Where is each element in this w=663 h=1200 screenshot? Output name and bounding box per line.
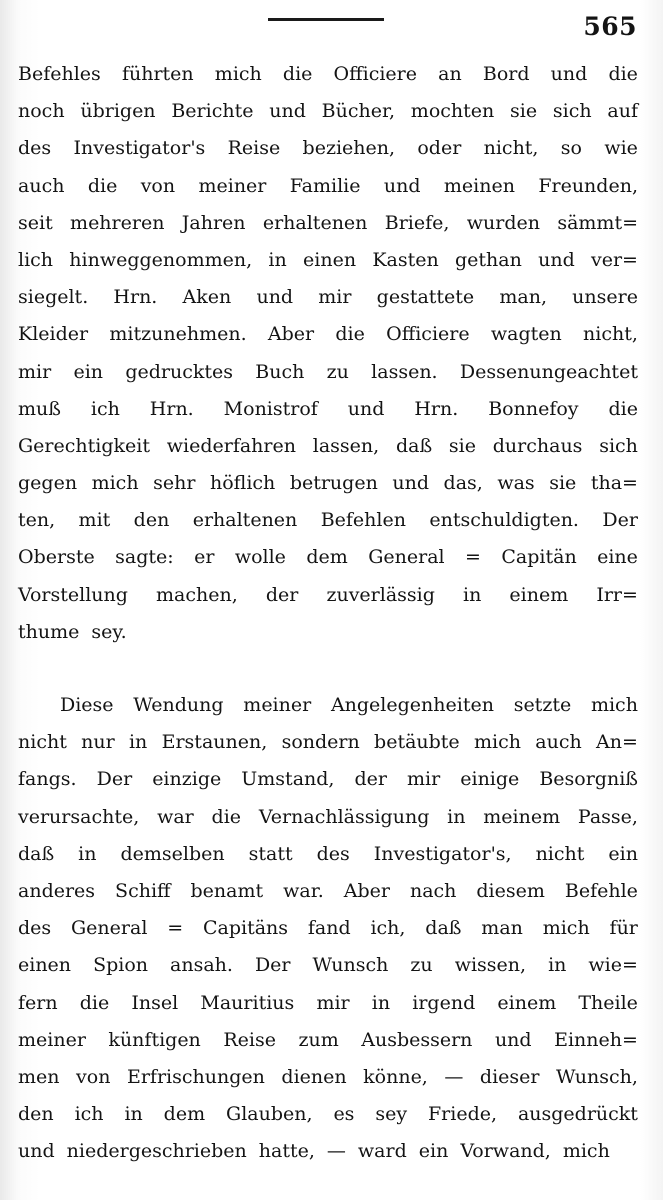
word: beziehen, bbox=[302, 137, 396, 160]
word: die bbox=[335, 323, 365, 346]
word: gedrucktes bbox=[125, 360, 233, 383]
text-line bbox=[18, 1022, 638, 1059]
word: Wendung bbox=[133, 694, 224, 716]
word: war. bbox=[283, 879, 324, 902]
word: einen bbox=[18, 954, 72, 977]
word: des bbox=[316, 842, 350, 865]
word: hatte, bbox=[258, 1140, 315, 1163]
text-line bbox=[18, 279, 638, 316]
word: men bbox=[18, 1065, 60, 1088]
text-line bbox=[18, 985, 638, 1022]
word: demselben bbox=[120, 842, 225, 865]
word: gethan bbox=[454, 248, 522, 271]
word: machen, bbox=[156, 583, 238, 606]
word: der bbox=[265, 583, 299, 606]
word: Freunden, bbox=[538, 174, 638, 197]
word: erhaltenen bbox=[262, 211, 368, 234]
word: er bbox=[194, 546, 215, 569]
word: Investigator's, bbox=[373, 842, 512, 865]
word: in bbox=[78, 842, 97, 865]
word: künftigen bbox=[108, 1028, 201, 1051]
word: Kleider bbox=[18, 323, 89, 346]
word: oder bbox=[417, 137, 462, 160]
word: sey. bbox=[91, 620, 127, 643]
word: Bord bbox=[482, 63, 530, 85]
word: wie bbox=[604, 137, 638, 160]
word: durchaus bbox=[492, 434, 583, 457]
word: und bbox=[494, 1028, 532, 1051]
word: wiederfahren bbox=[166, 434, 296, 457]
word: Jahren bbox=[181, 211, 246, 234]
paragraph bbox=[18, 56, 638, 651]
word: hinweggenommen, bbox=[69, 248, 253, 271]
word: die bbox=[79, 991, 110, 1014]
word: meinen bbox=[443, 174, 515, 197]
word: dienen bbox=[281, 1065, 347, 1088]
word: die bbox=[282, 63, 313, 85]
word: seit bbox=[18, 211, 53, 234]
word: fand bbox=[307, 917, 351, 940]
word: Officiere bbox=[386, 323, 470, 346]
text-line bbox=[18, 205, 638, 242]
page-number: 565 bbox=[583, 12, 637, 41]
word: des bbox=[18, 917, 52, 940]
text-line bbox=[18, 428, 638, 465]
word: das, bbox=[443, 472, 483, 495]
text-line bbox=[18, 724, 638, 761]
text-line bbox=[18, 465, 638, 502]
word: mitzunehmen. bbox=[109, 323, 247, 346]
word: in bbox=[463, 583, 482, 606]
word: des bbox=[18, 137, 52, 160]
text-line bbox=[18, 130, 638, 167]
text-line bbox=[18, 1096, 638, 1133]
word: betrugen bbox=[289, 472, 378, 495]
word: Erfrischungen bbox=[126, 1065, 265, 1088]
word: Aber bbox=[343, 879, 390, 902]
word: sey bbox=[375, 1103, 408, 1126]
word: — bbox=[444, 1065, 464, 1088]
word: auf bbox=[607, 100, 638, 123]
word: meiner bbox=[243, 694, 312, 716]
word: dem bbox=[306, 546, 348, 569]
text-line bbox=[18, 614, 638, 651]
word: erhaltenen bbox=[192, 509, 298, 532]
text-line bbox=[18, 873, 638, 910]
word: so bbox=[560, 137, 582, 160]
word: meiner bbox=[18, 1028, 86, 1051]
word: muß bbox=[18, 397, 61, 420]
word: und bbox=[347, 397, 385, 420]
word: Passe, bbox=[577, 805, 638, 828]
header-rule bbox=[268, 18, 384, 21]
word: und bbox=[256, 286, 294, 309]
text-line bbox=[18, 687, 638, 724]
word: mit bbox=[78, 509, 111, 532]
word: ansah. bbox=[170, 954, 233, 977]
word: von bbox=[140, 174, 176, 197]
word: mich bbox=[91, 472, 139, 495]
word: auch bbox=[535, 731, 582, 754]
text-line bbox=[18, 93, 638, 130]
word: ver= bbox=[591, 248, 638, 271]
text-line bbox=[18, 1133, 638, 1170]
word: Bonnefoy bbox=[488, 397, 579, 420]
word: tha= bbox=[590, 472, 638, 495]
word: Kasten bbox=[372, 248, 439, 271]
paragraph bbox=[18, 687, 638, 1170]
text-line bbox=[18, 799, 638, 836]
word: Besorgniß bbox=[539, 768, 638, 791]
word: Schiff bbox=[115, 879, 171, 902]
word: für bbox=[609, 917, 638, 940]
text-line bbox=[18, 761, 638, 798]
text-line bbox=[18, 910, 638, 947]
word: sagte: bbox=[115, 546, 174, 569]
word: Capitän bbox=[501, 546, 577, 569]
word: einem bbox=[497, 991, 557, 1014]
word: wie= bbox=[588, 954, 638, 977]
word: setzte bbox=[513, 694, 572, 716]
word: daß bbox=[425, 917, 462, 940]
word: An= bbox=[596, 731, 638, 754]
body-text bbox=[18, 56, 638, 1170]
word: Capitäns bbox=[202, 917, 289, 940]
word: Gerechtigkeit bbox=[18, 434, 150, 457]
word: übrigen bbox=[80, 100, 156, 123]
word: Der bbox=[96, 768, 133, 791]
word: General bbox=[71, 917, 148, 940]
word: und bbox=[18, 1140, 55, 1163]
word: ich bbox=[90, 397, 120, 420]
word: nicht bbox=[18, 731, 67, 754]
word: sie bbox=[448, 434, 476, 457]
word: noch bbox=[18, 100, 65, 123]
word: benamt bbox=[190, 879, 264, 902]
word: und bbox=[392, 472, 429, 495]
text-line bbox=[18, 242, 638, 279]
word: ten, bbox=[18, 509, 56, 532]
word: den bbox=[18, 1103, 54, 1126]
word: mochten bbox=[410, 100, 495, 123]
word: Vorwand, bbox=[460, 1140, 551, 1163]
word: man bbox=[481, 917, 523, 940]
word: Officiere bbox=[333, 63, 417, 85]
word: Hrn. bbox=[113, 286, 158, 309]
word: an bbox=[438, 63, 462, 85]
word: betäubte bbox=[374, 731, 460, 754]
word: fangs. bbox=[18, 768, 77, 791]
word: daß bbox=[18, 842, 55, 865]
word: Vernachlässigung bbox=[258, 805, 430, 828]
word: war bbox=[157, 805, 194, 828]
word: gegen bbox=[18, 472, 78, 495]
text-line bbox=[18, 947, 638, 984]
word: zuverlässig bbox=[326, 583, 435, 606]
word: in bbox=[447, 805, 466, 828]
word: Einneh= bbox=[554, 1028, 638, 1051]
word: General bbox=[368, 546, 445, 569]
text-line bbox=[18, 391, 638, 428]
word: Wunsch, bbox=[556, 1065, 638, 1088]
word: einzige bbox=[152, 768, 222, 791]
word: man, bbox=[499, 286, 547, 309]
word: mehreren bbox=[70, 211, 165, 234]
word: zu bbox=[410, 954, 433, 977]
word: Vorstellung bbox=[18, 583, 128, 606]
word: = bbox=[167, 917, 184, 940]
word: Aken bbox=[182, 286, 232, 309]
word: Friede, bbox=[427, 1103, 498, 1126]
word: Berichte bbox=[171, 100, 254, 123]
word: sie bbox=[549, 472, 577, 495]
word: lich bbox=[18, 248, 54, 271]
word: Befehle bbox=[564, 879, 638, 902]
word: Umstand, bbox=[241, 768, 335, 791]
word: dieser bbox=[479, 1065, 540, 1088]
text-line bbox=[18, 354, 638, 391]
word: der bbox=[354, 768, 387, 791]
word: nicht, bbox=[583, 323, 638, 346]
word: es bbox=[333, 1103, 355, 1126]
word: nicht bbox=[535, 842, 585, 865]
word: wolle bbox=[234, 546, 286, 569]
word: sehr bbox=[153, 472, 196, 495]
word: Spion bbox=[93, 954, 148, 977]
word: lassen. bbox=[371, 360, 438, 383]
word: mir bbox=[318, 286, 352, 309]
word: mich bbox=[590, 694, 638, 716]
word: lassen, bbox=[312, 434, 380, 457]
word: sämmt= bbox=[557, 211, 638, 234]
word: Glauben, bbox=[226, 1103, 313, 1126]
word: Briefe, bbox=[384, 211, 450, 234]
word: und bbox=[550, 63, 588, 85]
word: führten bbox=[121, 63, 194, 85]
word: auch bbox=[18, 174, 65, 197]
word: höflich bbox=[209, 472, 276, 495]
word: — bbox=[326, 1140, 346, 1163]
word: Angelegenheiten bbox=[330, 694, 494, 716]
word: wurden bbox=[466, 211, 540, 234]
word: unsere bbox=[572, 286, 638, 309]
word: Der bbox=[254, 954, 291, 977]
word: Insel bbox=[131, 991, 179, 1014]
word: Monistrof bbox=[223, 397, 318, 420]
word: was bbox=[497, 472, 535, 495]
word: ich bbox=[74, 1103, 104, 1126]
word: wagten bbox=[490, 323, 562, 346]
word: von bbox=[76, 1065, 111, 1088]
word: verursachte, bbox=[18, 805, 140, 828]
word: in bbox=[548, 954, 567, 977]
word: Buch bbox=[255, 360, 305, 383]
word: Investigator's bbox=[73, 137, 206, 160]
word: zum bbox=[298, 1028, 339, 1051]
word: Bücher, bbox=[321, 100, 396, 123]
word: eine bbox=[597, 546, 638, 569]
word: diesem bbox=[476, 879, 545, 902]
word: könne, bbox=[363, 1065, 428, 1088]
text-line bbox=[18, 502, 638, 539]
word: und bbox=[538, 248, 575, 271]
word: ich, bbox=[370, 917, 406, 940]
text-line bbox=[18, 316, 638, 353]
word: Befehles bbox=[18, 63, 101, 85]
word: entschuldigten. bbox=[429, 509, 579, 532]
word: Befehlen bbox=[320, 509, 406, 532]
word: mich bbox=[562, 1140, 610, 1163]
word: ein bbox=[608, 842, 638, 865]
word: thume bbox=[18, 620, 80, 643]
word: ein bbox=[73, 360, 104, 383]
word: mir bbox=[407, 768, 441, 791]
word: nur bbox=[81, 731, 115, 754]
word: die bbox=[87, 174, 118, 197]
word: mich bbox=[542, 917, 590, 940]
word: und bbox=[383, 174, 421, 197]
word: die bbox=[211, 805, 242, 828]
word: ward bbox=[357, 1140, 407, 1163]
word: einen bbox=[303, 248, 357, 271]
word: nicht, bbox=[483, 137, 539, 160]
word: ausgedrückt bbox=[517, 1103, 638, 1126]
text-line bbox=[18, 1059, 638, 1096]
word: mich bbox=[473, 731, 521, 754]
word: dem bbox=[163, 1103, 206, 1126]
word: irgend bbox=[412, 991, 476, 1014]
word: fern bbox=[18, 991, 58, 1014]
word: sich bbox=[599, 434, 638, 457]
word: Reise bbox=[227, 137, 281, 160]
word: daß bbox=[395, 434, 433, 457]
word: Familie bbox=[289, 174, 361, 197]
word: mir bbox=[18, 360, 52, 383]
text-line bbox=[18, 168, 638, 205]
word: gestattete bbox=[376, 286, 475, 309]
word: Theile bbox=[578, 991, 638, 1014]
word: wissen, bbox=[454, 954, 527, 977]
word: ein bbox=[418, 1140, 449, 1163]
word: siegelt. bbox=[18, 286, 89, 309]
word: Der bbox=[602, 509, 638, 532]
word: Erstaunen, bbox=[161, 731, 268, 754]
paragraph-gap bbox=[18, 651, 638, 687]
word: zu bbox=[326, 360, 349, 383]
word: Reise bbox=[223, 1028, 276, 1051]
word: die bbox=[608, 397, 638, 420]
word: Hrn. bbox=[414, 397, 459, 420]
word: sondern bbox=[281, 731, 360, 754]
word: sie bbox=[510, 100, 538, 123]
word: in bbox=[268, 248, 287, 271]
word: statt bbox=[248, 842, 293, 865]
word: sich bbox=[552, 100, 592, 123]
text-line bbox=[18, 836, 638, 873]
word: in bbox=[128, 731, 148, 754]
word: Hrn. bbox=[149, 397, 194, 420]
word: Mauritius bbox=[200, 991, 295, 1014]
text-line bbox=[18, 577, 638, 614]
word: anderes bbox=[18, 879, 96, 902]
word: Diese bbox=[60, 694, 114, 716]
word: den bbox=[133, 509, 170, 532]
word: niedergeschrieben bbox=[66, 1140, 247, 1163]
word: mich bbox=[214, 63, 262, 85]
word: = bbox=[465, 546, 481, 569]
word: meinem bbox=[483, 805, 561, 828]
text-line bbox=[18, 539, 638, 576]
word: Irr= bbox=[596, 583, 638, 606]
word: Aber bbox=[267, 323, 315, 346]
word: meiner bbox=[198, 174, 267, 197]
word: nach bbox=[409, 879, 457, 902]
word: Oberste bbox=[18, 546, 95, 569]
word: Ausbessern bbox=[361, 1028, 473, 1051]
text-line bbox=[18, 56, 638, 93]
word: die bbox=[608, 63, 638, 85]
word: in bbox=[124, 1103, 143, 1126]
word: Wunsch bbox=[312, 954, 389, 977]
word: Dessenungeachtet bbox=[459, 360, 638, 383]
word: mir bbox=[316, 991, 350, 1014]
word: in bbox=[371, 991, 391, 1014]
word: einige bbox=[460, 768, 520, 791]
word: einem bbox=[509, 583, 569, 606]
word: und bbox=[269, 100, 306, 123]
